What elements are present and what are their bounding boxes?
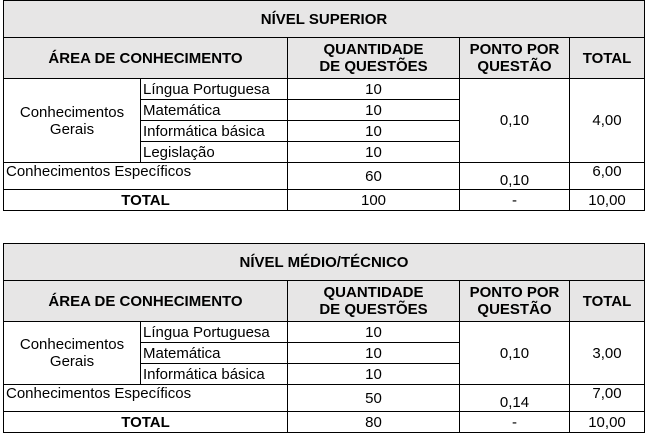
header-quantidade (288, 38, 460, 79)
gerais-ponto: 0,10 (460, 322, 570, 385)
total-total: 10,00 (570, 412, 645, 433)
subject-qty: 10 (288, 364, 460, 385)
area-gerais-label (4, 322, 141, 385)
header-row (4, 38, 645, 79)
header-ponto (460, 281, 570, 322)
table-row (4, 163, 645, 190)
table-row (4, 385, 645, 412)
subject-name: Língua Portuguesa (141, 79, 288, 100)
gerais-total: 3,00 (570, 322, 645, 385)
table-nivel-medio (3, 243, 645, 433)
total-row (4, 190, 645, 211)
especificos-ponto: 0,14 (460, 385, 570, 412)
gerais-ponto: 0,10 (460, 79, 570, 163)
header-ponto-line1: PONTO POR (469, 284, 560, 301)
header-ponto-line1: PONTO POR (469, 41, 560, 58)
header-total: TOTAL (570, 38, 645, 79)
table-title: NÍVEL MÉDIO/TÉCNICO (4, 244, 645, 281)
total-ponto: - (460, 190, 570, 211)
subject-qty: 10 (288, 142, 460, 163)
table-row (4, 322, 645, 343)
header-ponto-line2: QUESTÃO (477, 301, 552, 318)
total-row (4, 412, 645, 433)
header-quantidade-line2: DE QUESTÕES (319, 301, 428, 318)
header-total: TOTAL (570, 281, 645, 322)
header-quantidade (288, 281, 460, 322)
area-gerais-line2: Gerais (49, 353, 95, 370)
header-area: ÁREA DE CONHECIMENTO (4, 281, 288, 322)
gerais-total: 4,00 (570, 79, 645, 163)
total-label: TOTAL (4, 412, 288, 433)
area-gerais-label (4, 79, 141, 163)
table-title-row (4, 244, 645, 281)
especificos-qty: 50 (288, 385, 460, 412)
area-gerais-line2: Gerais (49, 120, 95, 138)
table-nivel-superior (3, 0, 645, 211)
total-label: TOTAL (4, 190, 288, 211)
table-title-row (4, 1, 645, 38)
subject-name: Legislação (141, 142, 288, 163)
subject-qty: 10 (288, 121, 460, 142)
header-area: ÁREA DE CONHECIMENTO (4, 38, 288, 79)
area-gerais-line1: Conhecimentos (19, 103, 125, 121)
especificos-ponto: 0,10 (460, 163, 570, 190)
especificos-total: 6,00 (570, 163, 645, 190)
header-quantidade-line2: DE QUESTÕES (319, 58, 428, 75)
subject-name: Matemática (141, 100, 288, 121)
subject-qty: 10 (288, 343, 460, 364)
header-row (4, 281, 645, 322)
total-total: 10,00 (570, 190, 645, 211)
subject-qty: 10 (288, 79, 460, 100)
total-ponto: - (460, 412, 570, 433)
table-title: NÍVEL SUPERIOR (4, 1, 645, 38)
especificos-label: Conhecimentos Específicos (4, 385, 288, 412)
header-quantidade-line1: QUANTIDADE (323, 41, 424, 58)
header-quantidade-line1: QUANTIDADE (323, 284, 424, 301)
subject-qty: 10 (288, 322, 460, 343)
especificos-label: Conhecimentos Específicos (4, 163, 288, 190)
subject-name: Informática básica (141, 121, 288, 142)
total-qty: 100 (288, 190, 460, 211)
subject-name: Informática básica (141, 364, 288, 385)
especificos-total: 7,00 (570, 385, 645, 412)
area-gerais-line1: Conhecimentos (19, 336, 125, 353)
table-row (4, 79, 645, 100)
subject-name: Matemática (141, 343, 288, 364)
especificos-qty: 60 (288, 163, 460, 190)
subject-qty: 10 (288, 100, 460, 121)
subject-name: Língua Portuguesa (141, 322, 288, 343)
header-ponto-line2: QUESTÃO (477, 58, 552, 75)
total-qty: 80 (288, 412, 460, 433)
header-ponto (460, 38, 570, 79)
